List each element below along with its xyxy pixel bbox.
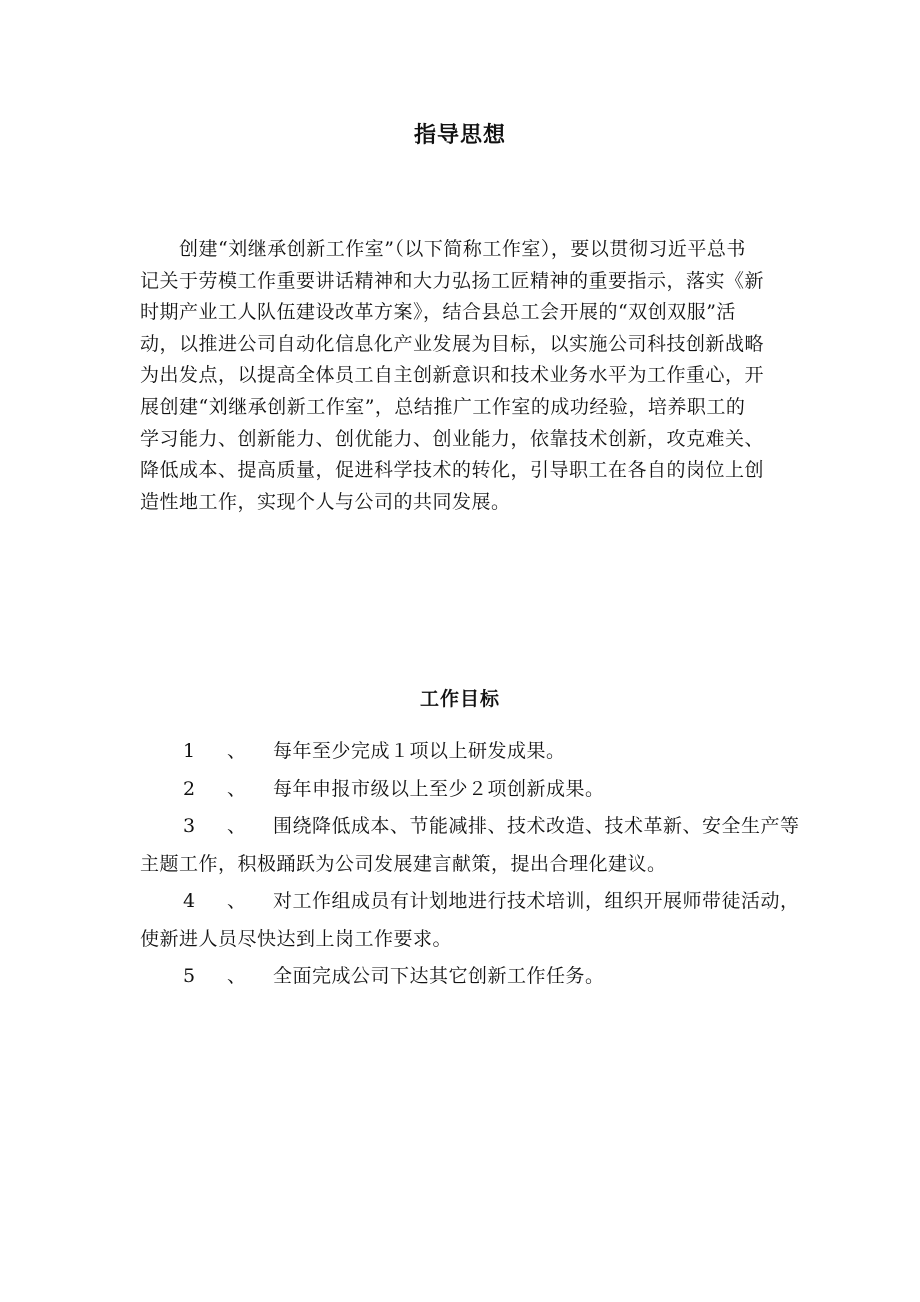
guiding-thought-paragraph (140, 234, 840, 518)
goal-separator: 、 (227, 965, 247, 987)
section-title-guiding-thought: 指导思想 (413, 123, 506, 148)
goal-number: 5 (183, 965, 196, 987)
goal-text: 围绕降低成本、节能减排、技术改造、技术革新、安全生产等 (273, 815, 800, 837)
goal-text: 对工作组成员有计划地进行技术培训，组织开展师带徒活动， (273, 890, 800, 912)
paragraph-line: 降低成本、提高质量，促进科学技术的转化，引导职工在各自的岗位上创 (140, 459, 765, 482)
goal-item (140, 808, 840, 846)
goal-item (140, 733, 840, 771)
paragraph-line: 展创建“刘继承创新工作室”，总结推广工作室的成功经验，培养职工的 (140, 395, 746, 418)
work-goals-list (140, 733, 840, 996)
section-title-work-goals: 工作目标 (419, 688, 500, 710)
goal-number: 1 (183, 740, 196, 762)
goal-continuation: 使新进人员尽快达到上岗工作要求。 (140, 927, 453, 950)
goal-text: 全面完成公司下达其它创新工作任务。 (273, 965, 605, 987)
paragraph-line: 动，以推进公司自动化信息化产业发展为目标，以实施公司科技创新战略 (140, 332, 765, 355)
goal-text: 每年至少完成１项以上研发成果。 (273, 740, 566, 762)
goal-item (140, 883, 840, 921)
goal-number: 4 (183, 890, 196, 912)
goal-separator: 、 (227, 740, 247, 762)
paragraph-line: 创建“刘继承创新工作室”（以下简称工作室），要以贯彻习近平总书 (140, 238, 746, 260)
goal-item (140, 958, 840, 996)
paragraph-line: 造性地工作，实现个人与公司的共同发展。 (140, 490, 511, 513)
goal-number: 3 (183, 815, 196, 837)
paragraph-line: 时期产业工人队伍建设改革方案》，结合县总工会开展的“双创双服”活 (140, 301, 736, 324)
paragraph-line: 学习能力、创新能力、创优能力、创业能力，依靠技术创新，攻克难关、 (140, 427, 765, 450)
goal-separator: 、 (227, 815, 247, 837)
goal-separator: 、 (227, 890, 247, 912)
paragraph-line: 为出发点，以提高全体员工自主创新意识和技术业务水平为工作重心，开 (140, 364, 765, 387)
goal-number: 2 (183, 777, 196, 800)
goal-continuation: 主题工作，积极踊跃为公司发展建言献策，提出合理化建议。 (140, 852, 667, 875)
goal-item (140, 771, 840, 809)
goal-text: 每年申报市级以上至少２项创新成果。 (273, 777, 605, 800)
paragraph-line: 记关于劳模工作重要讲话精神和大力弘扬工匠精神的重要指示，落实《新 (140, 269, 765, 292)
goal-separator: 、 (227, 777, 247, 800)
